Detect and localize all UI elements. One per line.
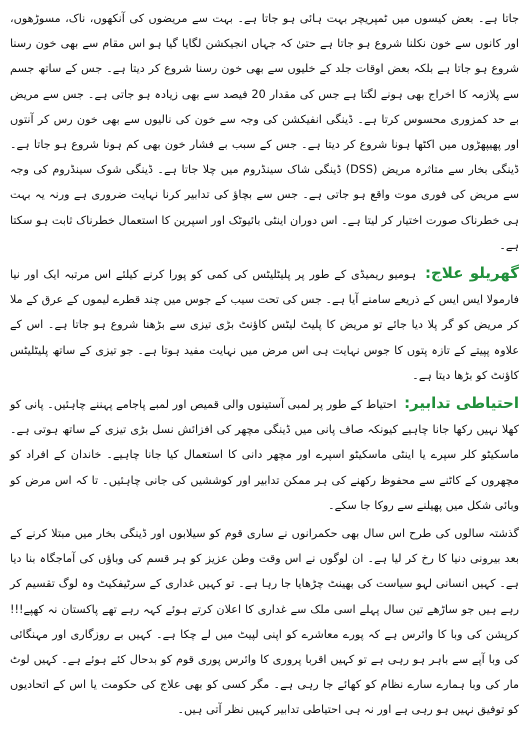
precautions-text: احتیاط کے طور پر لمبی آستینوں والی قمیص اور لمبے پاجامے پہننے چاہئیں۔ پانی کو کھلا نہیں رکھا جانا چاہیے کیونکہ صاف پانی میں ڈینگی مچھر کی افزائش نسل بڑی تیزی کے ساتھ ہوتی ہے۔ ماسکیٹو کلر سپرے یا اینٹی ماسکیٹو اسپرے اور مچھر دانی کا استعمال کیا جانا چاہیے۔ خاندان کے افراد کو مچھروں کے کاٹنے سے محفوظ رکھنے کی ہر ممکن تدابیر اور کوششیں کی جانی چاہئیں۔ تا کہ اس مرض کو وبائی شکل میں پھیلنے سے روکا جا سکے۔ bbox=[10, 398, 519, 512]
precautions-section bbox=[10, 391, 519, 518]
home-remedy-text: ہومیو ریمیڈی کے طور پر پلیٹلیٹس کی کمی کو پورا کرنے کیلئے اس مرتبہ ایک اور نیا فارمولا ایس ایس کے ذریعے سامنے آیا ہے۔ جس کی تحت سیب کے جوس میں چند قطرے لیموں کے عرق کے ملا کر مریض کو گر پلا دیا جائے تو مریض کا پلیٹ لیٹس کاؤنٹ بڑی تیزی سے بڑھنا شروع ہو جاتا ہے۔ اس کے علاوہ پپیتے کے تازہ پتوں کا جوس نہایت ہی اس مرض میں نہایت مفید ہوتا ہے۔ جو تیزی کے ساتھ پلیٹلیٹس کاؤنٹ کو بڑھا دیتا ہے۔ bbox=[10, 268, 519, 382]
home-remedy-section bbox=[10, 261, 519, 388]
closing-paragraph: گذشتہ سالوں کی طرح اس سال بھی حکمرانوں نے ساری قوم کو سیلابوں اور ڈینگی بخار میں مبتلا کرنے کے بعد بیرونی دنیا کا رخ کر لیا ہے۔ ان لوگوں نے اس وقت وطن عزیز کو ہر قسم کی وباؤں کی آماجگاہ بنا دیا ہے۔ کہیں انسانی لہو سیاست کی بھینٹ چڑھایا جا رہا ہے۔ تو کہیں غداری کے سرٹیفکیٹ وہ لوگ تقسیم کر رہے ہیں جو ساڑھے تین سال پہلے اسی ملک سے غداری کا اعلان کرتے ہوئے کہہ رہے تھے پاکستان نہ کھپے!!! کرپشن کی وبا کا وائرس ہے کہ پورے معاشرے کو اپنی لپیٹ میں لے چکا ہے۔ کہیں بے روزگاری اور مہنگائی کی وبا آپے سے باہر ہو رہی ہے تو کہیں اقربا پروری کا وائرس پوری قوم کو بدحال کئے ہوئے ہے۔ کہیں لوٹ مار کی وبا ہمارے سارے نظام کو کھائے جا رہی ہے۔ مگر کسی کو بھی علاج کی حکومت یا اس کے اتحادیوں کو توفیق نہیں ہو رہی ہے اور نہ ہی احتیاطی تدابیر کہیں نظر آتی ہیں۔ bbox=[10, 527, 519, 717]
home-remedy-heading: گھریلو علاج: bbox=[425, 264, 520, 283]
precautions-heading: احتیاطی تدابیر: bbox=[404, 394, 519, 413]
intro-paragraph: جاتا ہے۔ بعض کیسوں میں ٹمپریچر بہت ہائی ہو جاتا ہے۔ بہت سے مریضوں کی آنکھوں، ناک، مسوڑھوں، اور کانوں سے خون نکلنا شروع ہو جاتا ہے حتیٰ کہ جہاں انجیکشن لگایا گیا ہو اس مقام سے بھی خون رسنا شروع ہو جاتا ہے بلکہ بعض اوقات جلد کے خلیوں سے بھی خون رسنا شروع کر دیتا ہے۔ جس کے ساتھ جسم سے پلازمہ کا اخراج بھی ہونے لگتا ہے جس کی مقدار 20 فیصد سے بھی زیادہ ہو جاتی ہے۔ جس سے مریض بے حد کمزوری محسوس کرتا ہے۔ ڈینگی انفیکشن کی وجہ سے خون کی نالیوں سے بھی خون رس کر آنتوں اور پھیپھڑوں میں اکٹھا ہونا شروع کر دیتا ہے۔ جس کے سبب بے فشار خون بھی کم ہونا شروع ہو جاتا ہے۔ ڈینگی بخار سے متاثرہ مریض (DSS) ڈینگی شاک سینڈروم میں چلا جاتا ہے۔ ڈینگی شوک سینڈروم کی وجہ سے مریض کی فوری موت واقع ہو جاتی ہے۔ جس سے بچاؤ کی تدابیر کرنا نہایت ضروری ہے ورنہ یہ بہت ہی خطرناک صورت اختیار کر لیتا ہے۔ اس دوران اینٹی بائیوٹک اور اسپرین کا استعمال خطرناک ثابت ہو سکتا ہے۔ bbox=[10, 12, 520, 252]
